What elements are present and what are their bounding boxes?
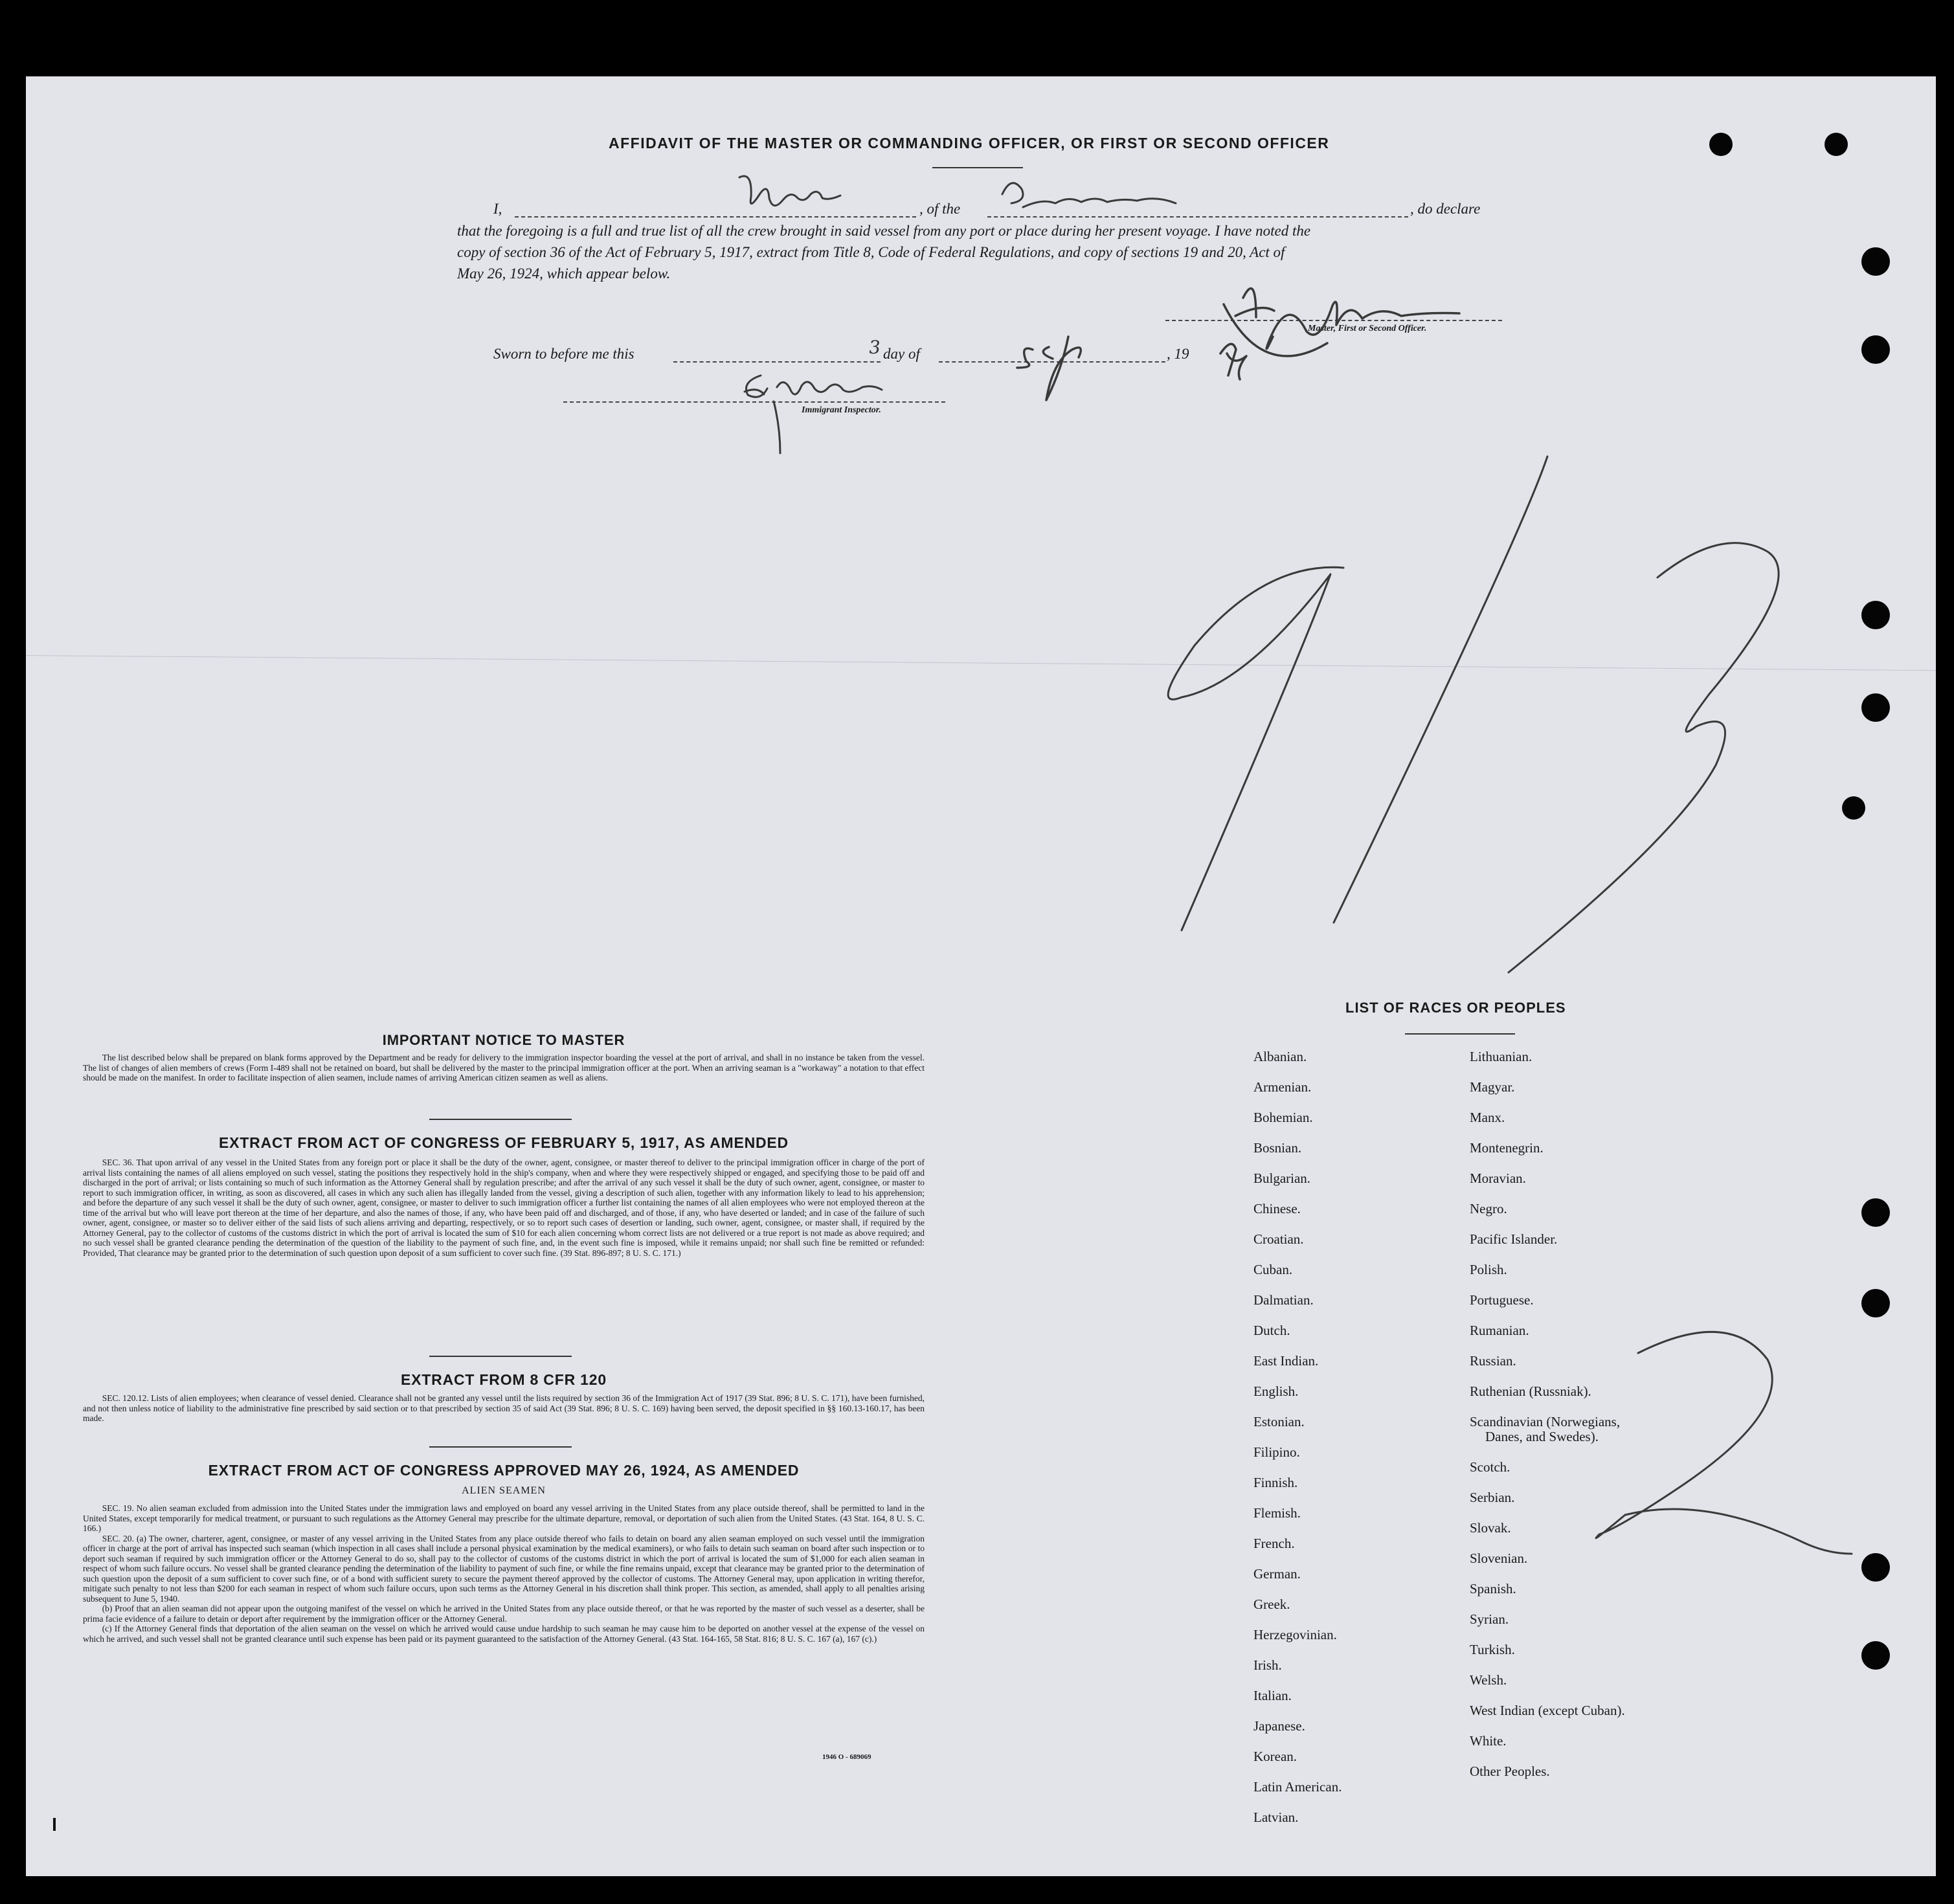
handwritten-year <box>1220 344 1246 379</box>
race-item: Other Peoples. <box>1470 1764 1550 1779</box>
race-item: Dutch. <box>1253 1323 1290 1338</box>
officer-signature <box>1224 288 1459 356</box>
affidavit-body-1: that the foregoing is a full and true list of all the crew brought in said vessel from any port or place during her present voyage. I have noted the <box>457 223 1311 239</box>
race-item: Dalmatian. <box>1253 1292 1314 1308</box>
race-item: German. <box>1253 1566 1301 1582</box>
large-number-two <box>1596 1332 1852 1554</box>
race-item: Syrian. <box>1470 1611 1509 1627</box>
extract-1924-title: EXTRACT FROM ACT OF CONGRESS APPROVED MAY 26, 1924, AS AMENDED <box>208 1462 800 1479</box>
race-item: Lithuanian. <box>1470 1049 1533 1064</box>
race-item: White. <box>1470 1733 1507 1749</box>
i-label: I, <box>493 201 502 217</box>
handwritten-vessel-name <box>1002 183 1176 207</box>
race-item: Finnish. <box>1253 1475 1298 1490</box>
race-item: Spanish. <box>1470 1581 1516 1596</box>
affidavit-title: AFFIDAVIT OF THE MASTER OR COMMANDING OFFICER, OR FIRST OR SECOND OFFICER <box>609 135 1330 151</box>
day-value: 3 <box>867 337 882 358</box>
do-declare-label: , do declare <box>1410 201 1481 217</box>
race-item: Manx. <box>1470 1110 1505 1125</box>
extract-1917-text <box>83 1158 925 1258</box>
race-item: Rumanian. <box>1470 1323 1529 1338</box>
race-item: Herzegovinian. <box>1253 1627 1337 1642</box>
inspector-signature <box>745 375 882 453</box>
section-19-paragraph: SEC. 19. No alien seaman excluded from admission into the United States under the immigration laws and employed on board any vessel arriving in the United States from any place outside thereof, shall be permitted to land in the United States, except temporarily for medical treatment, or pursuant to such regulations as the Attorney General may prescribe for the ultimate departure, removal, or deportation of such alien from the United States. (43 Stat. 164, 8 U. S. C. 166.) <box>83 1503 925 1533</box>
race-item: French. <box>1253 1536 1295 1551</box>
extract-1917-title: EXTRACT FROM ACT OF CONGRESS OF FEBRUARY 5, 1917, AS AMENDED <box>219 1134 789 1151</box>
race-item: Welsh. <box>1470 1672 1507 1688</box>
section-20b-paragraph: (b) Proof that an alien seaman did not appear upon the outgoing manifest of the vessel on which he arrived in the United States from any place outside thereof, or that he was reported by the master of such vessel as a deserter, shall be prima facie evidence of a failure to detain or deport after requirement by the immigration officer or the Attorney General. <box>83 1604 925 1624</box>
cfr-title: EXTRACT FROM 8 CFR 120 <box>401 1371 607 1388</box>
day-of-label: day of <box>883 346 920 362</box>
inspector-label: Immigrant Inspector. <box>802 405 881 415</box>
race-item: Italian. <box>1253 1688 1292 1703</box>
large-number-mark <box>1168 456 1779 972</box>
race-item: Armenian. <box>1253 1079 1312 1095</box>
race-item: West Indian (except Cuban). <box>1470 1703 1625 1718</box>
cfr-rule <box>429 1446 572 1448</box>
section-20c-paragraph: (c) If the Attorney General finds that deportation of the alien seaman on the vessel on which he arrived would cause undue hardship to such seaman he may cause him to be deported on another vessel at the expense of the vessel on which he arrived, and such vessel shall not be granted clearance until such expense has been paid or its payment guaranteed to the satisfaction of the Attorney General. (43 Stat. 164-165, 58 Stat. 816; 8 U. S. C. 167 (a), 167 (c).) <box>83 1624 925 1644</box>
race-item: Bosnian. <box>1253 1140 1302 1156</box>
extract-1917-rule <box>429 1356 572 1357</box>
race-item: Scandinavian (Norwegians, <box>1470 1414 1621 1429</box>
race-item: Polish. <box>1470 1262 1507 1277</box>
race-item: Croatian. <box>1253 1231 1304 1247</box>
race-item: Slovak. <box>1470 1520 1511 1536</box>
race-item: Scotch. <box>1470 1459 1510 1475</box>
race-item: East Indian. <box>1253 1353 1319 1369</box>
races-title: LIST OF RACES OR PEOPLES <box>1345 1000 1566 1016</box>
race-item: Danes, and Swedes). <box>1485 1429 1599 1444</box>
races-rule <box>1405 1033 1515 1035</box>
race-item: Turkish. <box>1470 1642 1515 1657</box>
race-item: Japanese. <box>1253 1718 1305 1734</box>
race-item: Cuban. <box>1253 1262 1293 1277</box>
race-item: Serbian. <box>1470 1490 1515 1505</box>
race-item: Montenegrin. <box>1470 1140 1544 1156</box>
handwritten-master-name <box>739 176 840 206</box>
race-item: Portuguese. <box>1470 1292 1534 1308</box>
race-item: Chinese. <box>1253 1201 1301 1216</box>
race-item: Greek. <box>1253 1596 1290 1612</box>
notice-text <box>83 1053 925 1083</box>
race-item: Magyar. <box>1470 1079 1515 1095</box>
of-the-label: , of the <box>919 201 961 217</box>
race-item: Slovenian. <box>1470 1551 1528 1566</box>
race-item: Negro. <box>1470 1201 1507 1216</box>
race-item: Latin American. <box>1253 1779 1342 1795</box>
alien-seamen-subtitle: ALIEN SEAMEN <box>462 1485 546 1496</box>
officer-label: Master, First or Second Officer. <box>1308 324 1427 333</box>
race-item: Irish. <box>1253 1657 1282 1673</box>
sworn-label: Sworn to before me this <box>493 346 634 362</box>
race-item: English. <box>1253 1383 1299 1399</box>
notice-rule <box>429 1119 572 1120</box>
extract-1924-text <box>83 1503 925 1644</box>
notice-title: IMPORTANT NOTICE TO MASTER <box>382 1032 625 1048</box>
notice-paragraph: The list described below shall be prepared on blank forms approved by the Department and be ready for delivery to the immigration inspector boarding the vessel at the port of arrival, and shall in no instance be taken from the vessel. The list of changes of alien members of crews (Form I-489 shall not be retained on board, but shall be delivered by the master to the principal immigration officer at the port. When an arriving seaman is a "workaway" a notation to that effect should be made on the manifest. In order to facilitate inspection of alien seamen, include names of arriving American citizen seamen as well as aliens. <box>83 1053 925 1082</box>
race-item: Albanian. <box>1253 1049 1307 1064</box>
race-item: Ruthenian (Russniak). <box>1470 1383 1591 1399</box>
race-item: Russian. <box>1470 1353 1516 1369</box>
race-item: Bohemian. <box>1253 1110 1313 1125</box>
race-item: Flemish. <box>1253 1505 1301 1521</box>
race-item: Korean. <box>1253 1749 1297 1764</box>
race-item: Pacific Islander. <box>1470 1231 1558 1247</box>
race-item: Latvian. <box>1253 1809 1299 1825</box>
race-item: Estonian. <box>1253 1414 1305 1429</box>
handwritten-month <box>1017 337 1081 400</box>
race-item: Filipino. <box>1253 1444 1300 1460</box>
affidavit-body-3: May 26, 1924, which appear below. <box>457 265 671 282</box>
print-code: 1946 O - 689069 <box>822 1753 871 1761</box>
section-20a-paragraph: SEC. 20. (a) The owner, charterer, agent, consignee, or master of any vessel arriving in the United States from any place outside thereof who fails to detain on board any alien seaman employed on such vessel until the immigration officer in charge at the port of arrival has inspected such seaman (which inspection in all cases shall include a personal physical examination by the medical examiners), or who fails to detain such seaman on board after such inspection or to deport such seaman if required by such immigration officer or the Attorney General to do so, shall pay to the collector of customs of the customs district in which the port of arrival is located the sum of $1,000 for each alien seaman in respect of whom such failure occurs. No vessel shall be granted clearance pending the determination of the liability to payment of such fine, or while the fine remains unpaid, except that clearance may be granted prior to the determination of such question upon the deposit of a sum sufficient to cover such fine, or of a bond with sufficient surety to secure the payment thereof approved by the collector of customs. The Attorney General may, upon application in writing therefor, mitigate such penalty to not less than $200 for each seaman in respect of whom such failure occurs, upon such terms as the Attorney General in his discretion shall think proper. This section, as amended, shall apply to all penalties arising subsequent to June 5, 1940. <box>83 1533 925 1604</box>
cfr-text <box>83 1393 925 1424</box>
edge-mark <box>53 1818 56 1831</box>
section-120-paragraph: SEC. 120.12. Lists of alien employees; when clearance of vessel denied. Clearance shall not be granted any vessel until the lists required by section 36 of the Immigration Act of 1917 (39 Stat. 896; 8 U. S. C. 171), have been furnished, and not then unless notice of liability to the administrative fine prescribed by said section or to that prescribed by section 35 of said Act (39 Stat. 896; 8 U. S. C. 169) having been served, the deposit specified in §§ 160.13-160.17, has been made. <box>83 1393 925 1423</box>
section-36-paragraph: SEC. 36. That upon arrival of any vessel in the United States from any foreign port or place it shall be the duty of the owner, agent, consignee, or master thereof to deliver to the principal immigration officer in charge of the port of arrival lists containing the names of all aliens employed on such vessel, stating the positions they respectively hold in the ship's company, when and where they were respectively shipped or engaged, and specifying those to be paid off and discharged in the port of arrival; or lists containing so much of such information as the Attorney General shall by regulation prescribe; and after the arrival of any such vessel it shall be the duty of such owner, agent, consignee, or master to report to such immigration officer, in writing, as soon as discovered, all cases in which any such alien has illegally landed from the vessel, giving a description of such alien, together with any information likely to lead to his apprehension; and before the departure of any such vessel it shall be the duty of such owner, agent, consignee, or master to deliver to such immigration officer a further list containing the names of all alien employees who were not employed thereon at the time of the arrival but who will leave port thereon at the time of her departure, and also the names of those, if any, who have been paid off and discharged, and of those, if any, who have deserted or landed; and in case of the failure of such owner, agent, consignee, or master so to deliver either of the said lists of such aliens arriving and departing, respectively, or so to report such cases of desertion or landing, such owner, agent, consignee, or master shall, if required by the Attorney General, pay to the collector of customs of the customs district in which the port of arrival is located the sum of $10 for each alien concerning whom correct lists are not delivered or a true report is not made as above required; and no such vessel shall be granted clearance pending the determination of the question of the liability to the payment of such fine, and, in the event such fine is imposed, while it remains unpaid; nor shall such fine be remitted or refunded: Provided, That clearance may be granted prior to the determination of such question upon deposit of a sum sufficient to cover such fine. (39 Stat. 896-897; 8 U. S. C. 171.) <box>83 1158 925 1258</box>
race-item: Moravian. <box>1470 1170 1526 1186</box>
race-item: Bulgarian. <box>1253 1170 1311 1186</box>
affidavit-body-2: copy of section 36 of the Act of February 5, 1917, extract from Title 8, Code of Federal Regulations, and copy of sections 19 and 20, Act of <box>457 244 1285 260</box>
year-prefix: , 19 <box>1167 346 1189 362</box>
